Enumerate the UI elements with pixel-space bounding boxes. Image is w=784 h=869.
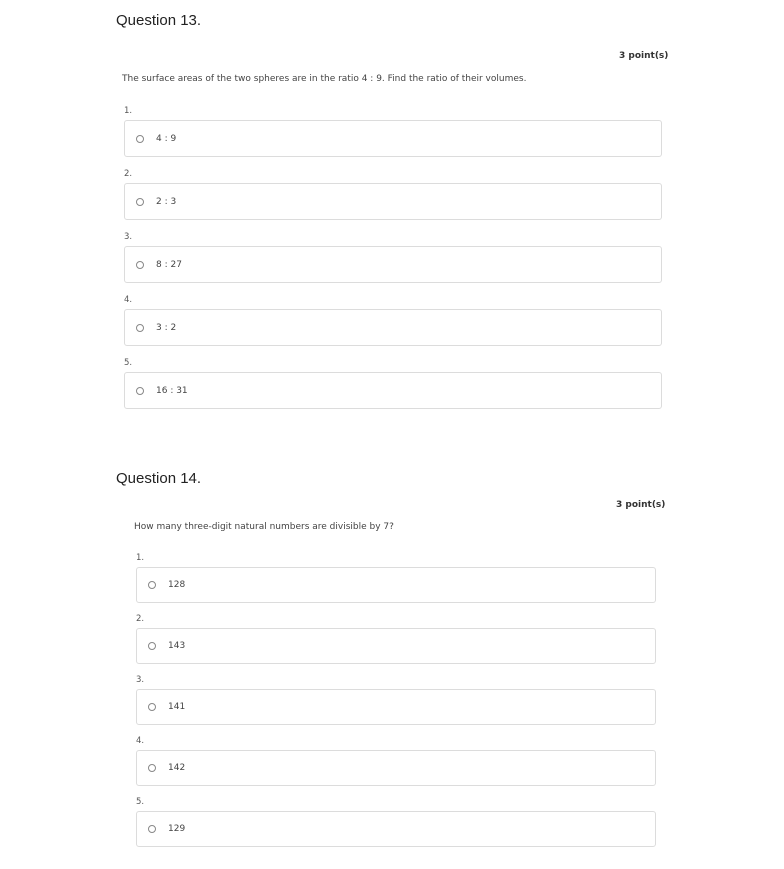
option-number: 1. bbox=[136, 553, 145, 563]
radio-button[interactable] bbox=[148, 703, 156, 711]
option-label: 16 : 31 bbox=[156, 385, 188, 396]
option-number: 5. bbox=[124, 358, 133, 368]
option-label: 4 : 9 bbox=[156, 133, 177, 144]
radio-button[interactable] bbox=[148, 825, 156, 833]
option-label: 128 bbox=[168, 580, 186, 590]
option-number: 4. bbox=[136, 736, 145, 746]
radio-button[interactable] bbox=[148, 764, 156, 772]
option-label: 141 bbox=[168, 702, 186, 712]
question-points: 3 point(s) bbox=[619, 51, 669, 61]
answer-option-3[interactable] bbox=[136, 689, 656, 725]
option-label: 3 : 2 bbox=[156, 322, 177, 333]
question-text: How many three-digit natural numbers are divisible by 7? bbox=[134, 522, 394, 532]
radio-button[interactable] bbox=[148, 642, 156, 650]
radio-button[interactable] bbox=[148, 581, 156, 589]
question-points: 3 point(s) bbox=[616, 500, 666, 510]
option-label: 129 bbox=[168, 824, 186, 834]
option-number: 4. bbox=[124, 295, 133, 305]
option-number: 3. bbox=[124, 232, 133, 242]
option-label: 143 bbox=[168, 641, 186, 651]
question-text: The surface areas of the two spheres are in the ratio 4 : 9. Find the ratio of their volumes. bbox=[122, 74, 527, 84]
option-number: 1. bbox=[124, 106, 133, 116]
answer-option-5[interactable] bbox=[136, 811, 656, 847]
option-number: 2. bbox=[124, 169, 133, 179]
option-label: 8 : 27 bbox=[156, 259, 182, 270]
option-number: 3. bbox=[136, 675, 145, 685]
answer-option-2[interactable] bbox=[136, 628, 656, 664]
answer-option-4[interactable] bbox=[136, 750, 656, 786]
option-number: 2. bbox=[136, 614, 145, 624]
answer-option-1[interactable] bbox=[136, 567, 656, 603]
option-label: 142 bbox=[168, 763, 186, 773]
question-title: Question 13. bbox=[116, 12, 202, 29]
option-number: 5. bbox=[136, 797, 145, 807]
question-title: Question 14. bbox=[116, 470, 202, 487]
option-label: 2 : 3 bbox=[156, 196, 177, 207]
